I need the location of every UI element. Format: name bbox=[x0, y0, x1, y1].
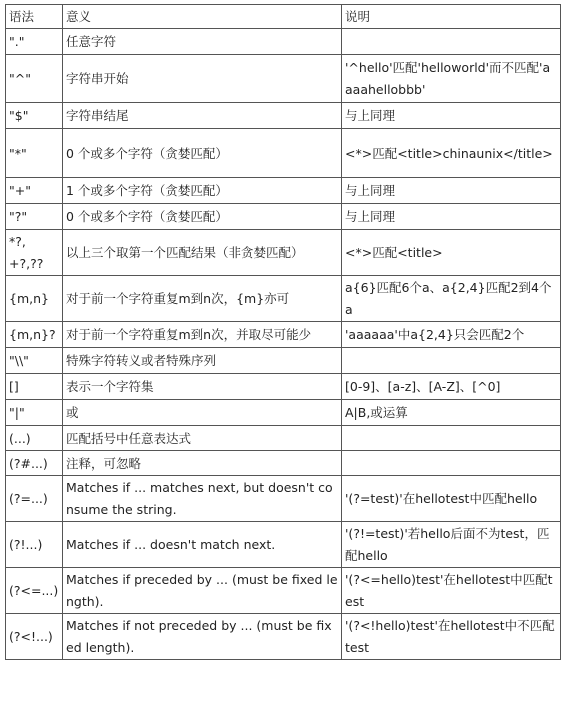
syntax-cell: *?,+?,?? bbox=[6, 230, 63, 276]
syntax-cell: [] bbox=[6, 374, 63, 400]
meaning-cell: 特殊字符转义或者特殊序列 bbox=[63, 348, 342, 374]
description-cell: 'aaaaaa'中a{2,4}只会匹配2个 bbox=[342, 322, 561, 348]
meaning-cell: 字符串结尾 bbox=[63, 103, 342, 129]
syntax-cell: (?!...) bbox=[6, 522, 63, 568]
meaning-cell: 或 bbox=[63, 400, 342, 426]
table-row bbox=[6, 129, 561, 178]
table-row bbox=[6, 400, 561, 426]
syntax-cell: (...) bbox=[6, 426, 63, 451]
description-cell: a{6}匹配6个a、a{2,4}匹配2到4个a bbox=[342, 276, 561, 322]
description-cell: '(?<!hello)test'在hellotest中不匹配test bbox=[342, 614, 561, 660]
description-cell: [0-9]、[a-z]、[A-Z]、[^0] bbox=[342, 374, 561, 400]
description-cell: A|B,或运算 bbox=[342, 400, 561, 426]
syntax-cell: "\\" bbox=[6, 348, 63, 374]
description-cell: '^hello'匹配'helloworld'而不匹配'aaaahellobbb' bbox=[342, 55, 561, 103]
description-cell: 与上同理 bbox=[342, 103, 561, 129]
syntax-cell: "$" bbox=[6, 103, 63, 129]
table-row bbox=[6, 568, 561, 614]
description-cell: '(?!=test)'若hello后面不为test，匹配hello bbox=[342, 522, 561, 568]
meaning-cell: 对于前一个字符重复m到n次，并取尽可能少 bbox=[63, 322, 342, 348]
syntax-cell: {m,n}? bbox=[6, 322, 63, 348]
table-row bbox=[6, 178, 561, 204]
table-row bbox=[6, 348, 561, 374]
table-row bbox=[6, 55, 561, 103]
meaning-cell: 匹配括号中任意表达式 bbox=[63, 426, 342, 451]
table-row bbox=[6, 103, 561, 129]
description-cell: 与上同理 bbox=[342, 204, 561, 230]
description-cell: <*>匹配<title> bbox=[342, 230, 561, 276]
meaning-cell: Matches if ... doesn't match next. bbox=[63, 522, 342, 568]
description-cell: '(?=test)'在hellotest中匹配hello bbox=[342, 476, 561, 522]
meaning-cell: Matches if preceded by ... (must be fixed length). bbox=[63, 568, 342, 614]
header-meaning: 意义 bbox=[63, 5, 342, 29]
syntax-cell: (?<!...) bbox=[6, 614, 63, 660]
syntax-cell: "|" bbox=[6, 400, 63, 426]
table-row bbox=[6, 614, 561, 660]
meaning-cell: 字符串开始 bbox=[63, 55, 342, 103]
meaning-cell: 对于前一个字符重复m到n次，{m}亦可 bbox=[63, 276, 342, 322]
meaning-cell: Matches if not preceded by ... (must be fixed length). bbox=[63, 614, 342, 660]
syntax-cell: "." bbox=[6, 29, 63, 55]
table-row bbox=[6, 230, 561, 276]
header-syntax: 语法 bbox=[6, 5, 63, 29]
meaning-cell: 0 个或多个字符（贪婪匹配） bbox=[63, 129, 342, 178]
syntax-cell: "^" bbox=[6, 55, 63, 103]
description-cell: 与上同理 bbox=[342, 178, 561, 204]
table-row bbox=[6, 426, 561, 451]
syntax-cell: {m,n} bbox=[6, 276, 63, 322]
meaning-cell: 1 个或多个字符（贪婪匹配） bbox=[63, 178, 342, 204]
meaning-cell: 0 个或多个字符（贪婪匹配） bbox=[63, 204, 342, 230]
meaning-cell: Matches if ... matches next, but doesn't consume the string. bbox=[63, 476, 342, 522]
syntax-cell: "?" bbox=[6, 204, 63, 230]
table-body bbox=[6, 29, 561, 660]
description-cell: <*>匹配<title>chinaunix</title> bbox=[342, 129, 561, 178]
description-cell bbox=[342, 426, 561, 451]
table-header-row bbox=[6, 5, 561, 29]
syntax-cell: (?<=...) bbox=[6, 568, 63, 614]
description-cell bbox=[342, 29, 561, 55]
table-row bbox=[6, 476, 561, 522]
regex-syntax-table bbox=[5, 4, 561, 660]
meaning-cell: 以上三个取第一个匹配结果（非贪婪匹配） bbox=[63, 230, 342, 276]
table-row bbox=[6, 204, 561, 230]
description-cell bbox=[342, 451, 561, 476]
table-row bbox=[6, 322, 561, 348]
table-row bbox=[6, 451, 561, 476]
meaning-cell: 注释，可忽略 bbox=[63, 451, 342, 476]
header-description: 说明 bbox=[342, 5, 561, 29]
table-row bbox=[6, 374, 561, 400]
meaning-cell: 表示一个字符集 bbox=[63, 374, 342, 400]
syntax-cell: "*" bbox=[6, 129, 63, 178]
description-cell: '(?<=hello)test'在hellotest中匹配test bbox=[342, 568, 561, 614]
description-cell bbox=[342, 348, 561, 374]
table-row bbox=[6, 522, 561, 568]
syntax-cell: "+" bbox=[6, 178, 63, 204]
table-row bbox=[6, 276, 561, 322]
syntax-cell: (?=...) bbox=[6, 476, 63, 522]
syntax-cell: (?#...) bbox=[6, 451, 63, 476]
meaning-cell: 任意字符 bbox=[63, 29, 342, 55]
table-row bbox=[6, 29, 561, 55]
